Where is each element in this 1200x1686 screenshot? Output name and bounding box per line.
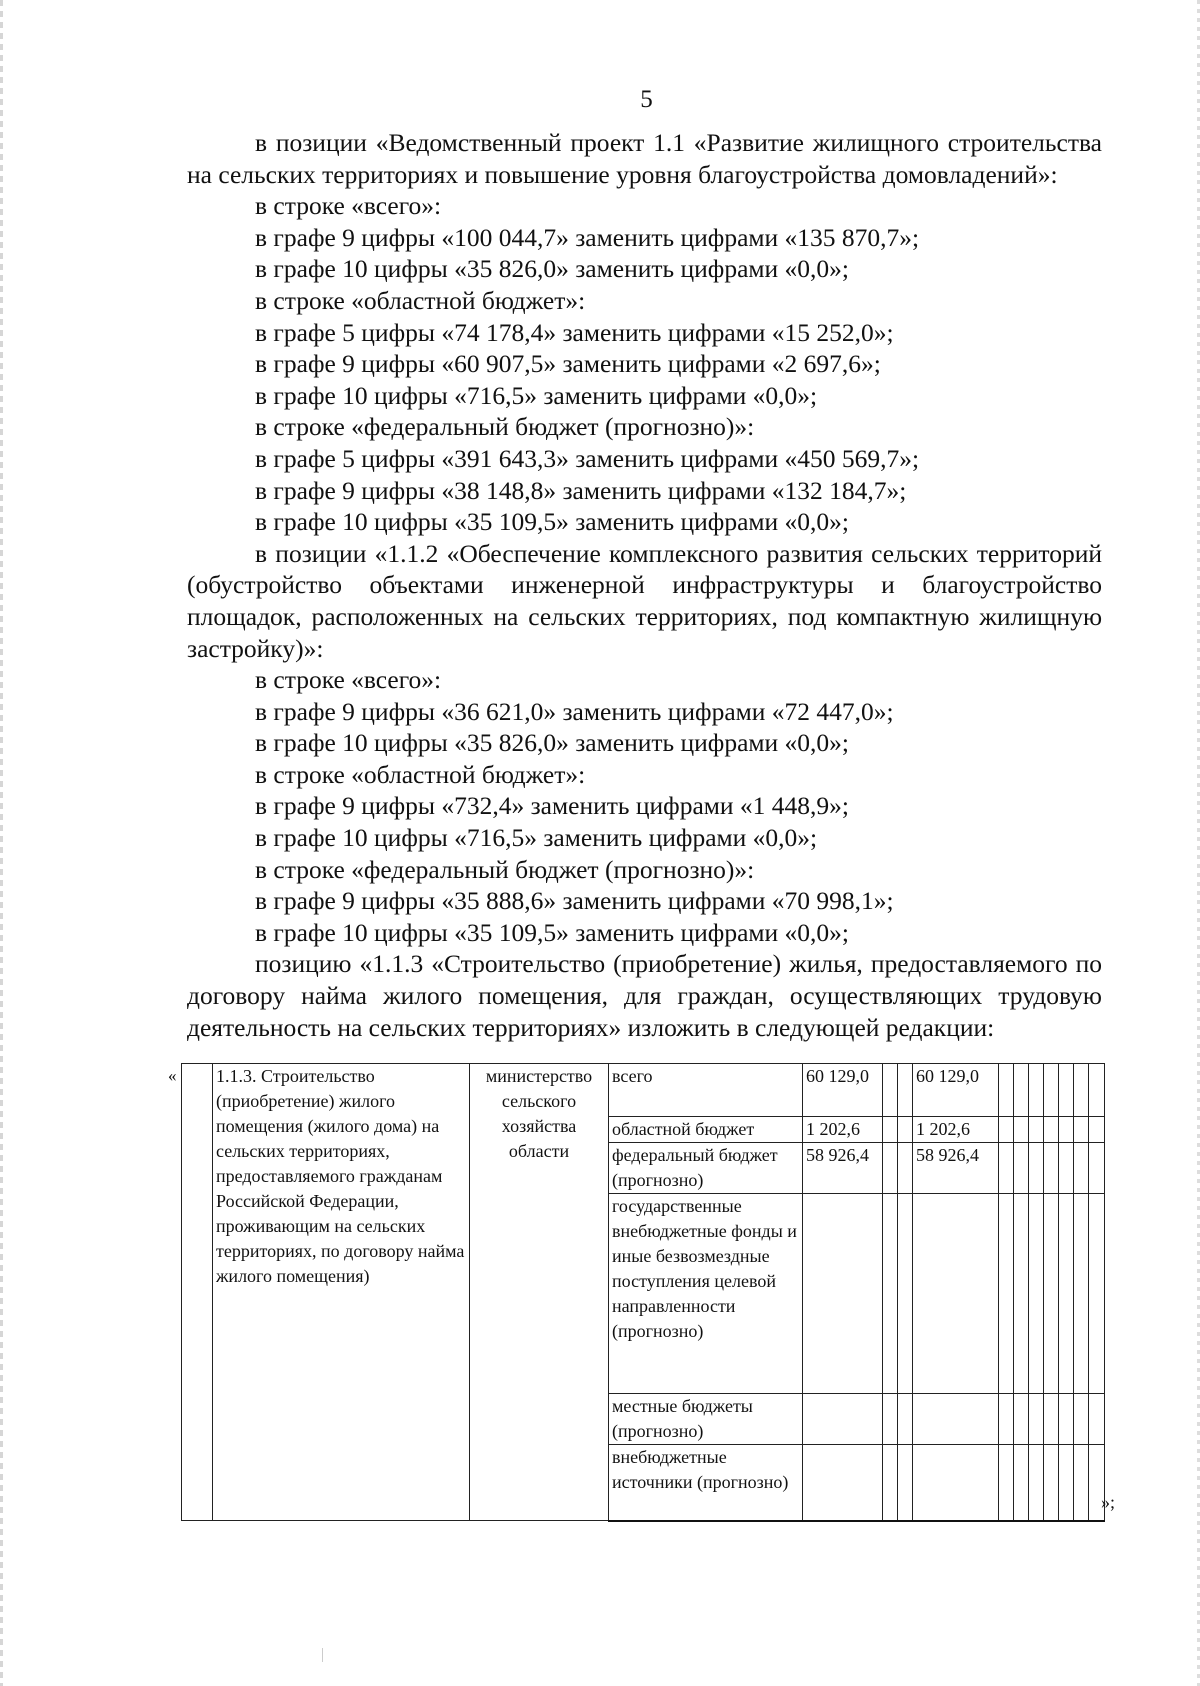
instruction-line: в графе 9 цифры «36 621,0» заменить цифрами «72 447,0»; [255, 696, 894, 726]
source-cell: федеральный бюджет (прогнозно) [609, 1143, 803, 1194]
value-cell-col8: 1 202,6 [913, 1117, 999, 1143]
intro-paragraph: в позиции «Ведомственный проект 1.1 «Развитие жилищного строительства на сельских территориях и повышение уровня благоустройства домовладений»: [187, 128, 1102, 189]
instruction-line: в графе 5 цифры «391 643,3» заменить цифрами «450 569,7»; [255, 443, 920, 473]
section2-paragraph: в позиции «1.1.2 «Обеспечение комплексного развития сельских территорий (обустройство объектами инженерной инфраструктуры и благоустройство площадок, расположенных на сельских территориях, под компактную жилищную застройку)»: [187, 538, 1102, 663]
source-cell: всего [609, 1064, 803, 1117]
page-number: 5 [640, 86, 653, 113]
value-cell-col5: 58 926,4 [803, 1143, 883, 1194]
instruction-line: в графе 10 цифры «716,5» заменить цифрами «0,0»; [255, 380, 818, 410]
source-cell: местные бюджеты (прогнозно) [609, 1394, 803, 1445]
instruction-line: в строке «федеральный бюджет (прогнозно)»: [255, 854, 755, 884]
responsible-cell: министерство сельского хозяйства области [470, 1064, 609, 1521]
instruction-line: в строке «областной бюджет»: [255, 759, 586, 789]
value-cell-col8: 60 129,0 [913, 1064, 999, 1117]
instruction-line: в графе 9 цифры «732,4» заменить цифрами «1 448,9»; [255, 791, 850, 821]
project-name-cell: 1.1.3. Строительство (приобретение) жилого помещения (жилого дома) на сельских территориях, предоставляемого гражданам Российской Федерации, проживающим на сельских территориях, по договору найма жилого помещения) [213, 1064, 470, 1521]
value-cell-col8: 58 926,4 [913, 1143, 999, 1194]
scan-edge-left [0, 0, 3, 1686]
table-quote-open: « [168, 1066, 177, 1085]
instruction-line: в строке «федеральный бюджет (прогнозно)»: [255, 412, 755, 442]
instruction-line: в графе 9 цифры «60 907,5» заменить цифрами «2 697,6»; [255, 349, 881, 379]
table-quote-close: »; [1101, 1492, 1116, 1512]
instruction-line: в графе 9 цифры «100 044,7» заменить цифрами «135 870,7»; [255, 222, 920, 252]
instruction-line: в графе 10 цифры «35 109,5» заменить цифрами «0,0»; [255, 917, 850, 947]
instruction-line: в графе 10 цифры «35 109,5» заменить цифрами «0,0»; [255, 507, 850, 537]
instruction-line: в графе 9 цифры «38 148,8» заменить цифрами «132 184,7»; [255, 475, 907, 505]
instruction-line: в строке «всего»: [255, 191, 442, 221]
source-cell: государственные внебюджетные фонды и иные безвозмездные поступления целевой направленности (прогнозно) [609, 1194, 803, 1394]
value-cell-col8 [913, 1194, 999, 1394]
value-cell-col5: 1 202,6 [803, 1117, 883, 1143]
value-cell-col5 [803, 1445, 883, 1521]
value-cell-col8 [913, 1394, 999, 1445]
instruction-line: в графе 5 цифры «74 178,4» заменить цифрами «15 252,0»; [255, 317, 894, 347]
empty-cell [182, 1064, 213, 1521]
instruction-line: в графе 10 цифры «35 826,0» заменить цифрами «0,0»; [255, 728, 850, 758]
instruction-line: в графе 9 цифры «35 888,6» заменить цифрами «70 998,1»; [255, 886, 894, 916]
value-cell-col8 [913, 1445, 999, 1521]
document-body [187, 127, 1102, 1043]
section3-paragraph: позицию «1.1.3 «Строительство (приобретение) жилья, предоставляемого по договору найма жилого помещения, для граждан, осуществляющих трудовую деятельность на сельских территориях» изложить в следующей редакции: [187, 949, 1102, 1042]
instruction-line: в строке «всего»: [255, 665, 442, 695]
source-cell: внебюджетные источники (прогнозно) [609, 1445, 803, 1521]
scan-mark [322, 1648, 323, 1662]
instruction-line: в графе 10 цифры «35 826,0» заменить цифрами «0,0»; [255, 254, 850, 284]
value-cell-col5: 60 129,0 [803, 1064, 883, 1117]
source-cell: областной бюджет [609, 1117, 803, 1143]
instruction-line: в графе 10 цифры «716,5» заменить цифрами «0,0»; [255, 823, 818, 853]
value-cell-col5 [803, 1194, 883, 1394]
table-row [182, 1064, 1105, 1117]
value-cell-col5 [803, 1394, 883, 1445]
instruction-line: в строке «областной бюджет»: [255, 285, 586, 315]
amendment-table [181, 1063, 1105, 1522]
